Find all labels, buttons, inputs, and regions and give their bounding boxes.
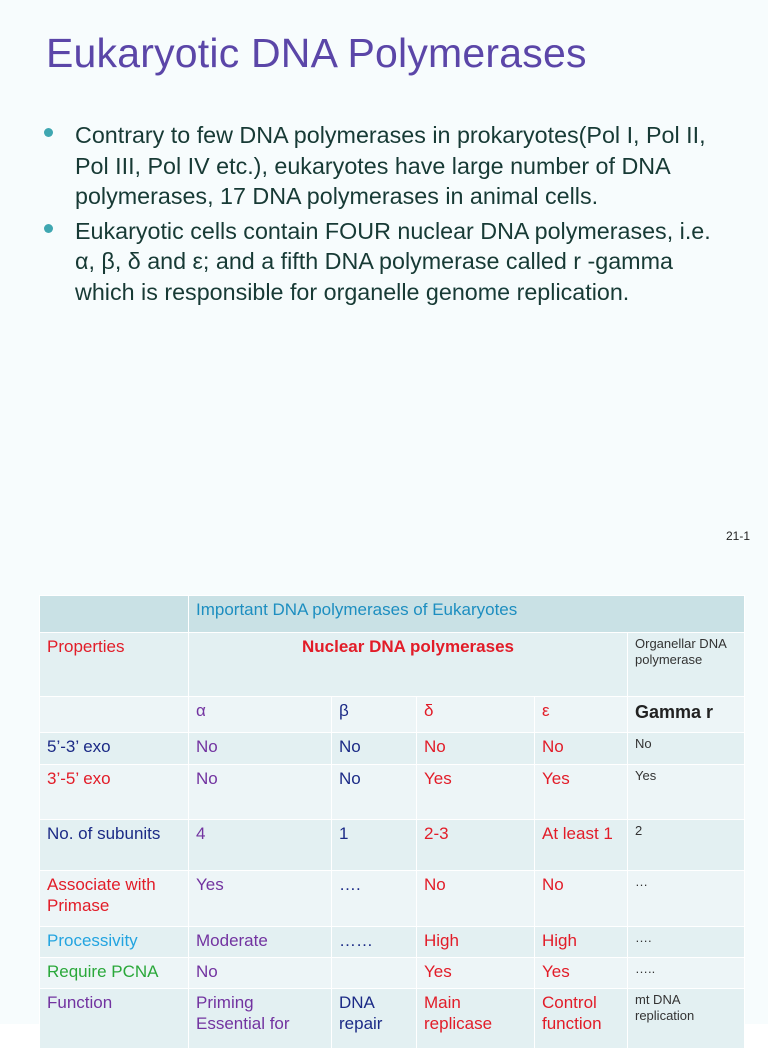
column-header-delta: δ bbox=[417, 697, 535, 733]
table-cell: Priming Essential for bbox=[189, 989, 332, 1049]
table-cell: No bbox=[189, 765, 332, 820]
table-cell: Yes bbox=[417, 958, 535, 989]
table-row bbox=[40, 958, 745, 989]
table-row bbox=[40, 733, 745, 765]
table-row bbox=[40, 989, 745, 1049]
table-corner-cell bbox=[40, 596, 189, 633]
table-cell: Moderate bbox=[189, 927, 332, 958]
organellar-header: Organellar DNA polymerase bbox=[628, 633, 745, 697]
table-cell: 1 bbox=[332, 820, 417, 871]
bullet-item bbox=[44, 120, 734, 212]
table-cell: Main replicase bbox=[417, 989, 535, 1049]
bullet-text: Contrary to few DNA polymerases in prokaryotes(Pol I, Pol II, Pol III, Pol IV etc.), eukaryotes have large number of DNA polymerases, 17 DNA polymerases in animal cells. bbox=[75, 122, 706, 209]
table-cell: No bbox=[417, 733, 535, 765]
row-label: Processivity bbox=[40, 927, 189, 958]
table-cell: Yes bbox=[417, 765, 535, 820]
table-cell: 4 bbox=[189, 820, 332, 871]
row-label: Require PCNA bbox=[40, 958, 189, 989]
table-cell: No bbox=[332, 765, 417, 820]
table-cell: No bbox=[535, 733, 628, 765]
table-cell: ….. bbox=[628, 958, 745, 989]
row-label: 3’-5’ exo bbox=[40, 765, 189, 820]
row-label: 5’-3’ exo bbox=[40, 733, 189, 765]
table-row bbox=[40, 871, 745, 927]
bullet-item bbox=[44, 216, 734, 308]
bullet-list bbox=[44, 120, 734, 311]
greek-corner-cell bbox=[40, 697, 189, 733]
table-row bbox=[40, 820, 745, 871]
greek-header-row bbox=[40, 697, 745, 733]
slide-number: 21-1 bbox=[726, 529, 751, 543]
table-cell: mt DNA replication bbox=[628, 989, 745, 1049]
table-cell: Yes bbox=[535, 765, 628, 820]
table-banner-row bbox=[40, 596, 745, 633]
table-cell: No bbox=[535, 871, 628, 927]
column-header-alpha: α bbox=[189, 697, 332, 733]
bullet-dot-icon bbox=[44, 224, 53, 233]
row-label: Associate with Primase bbox=[40, 871, 189, 927]
slide-2 bbox=[0, 570, 768, 1033]
column-header-beta: β bbox=[332, 697, 417, 733]
table-cell: No bbox=[417, 871, 535, 927]
table-cell: High bbox=[535, 927, 628, 958]
polymerase-table bbox=[39, 595, 745, 1049]
table-cell: Yes bbox=[628, 765, 745, 820]
nuclear-header: Nuclear DNA polymerases bbox=[189, 633, 628, 697]
table-cell: At least 1 bbox=[535, 820, 628, 871]
table-cell bbox=[332, 958, 417, 989]
table-cell: Control function bbox=[535, 989, 628, 1049]
slide-title: Eukaryotic DNA Polymerases bbox=[46, 30, 587, 76]
table-cell: …. bbox=[628, 927, 745, 958]
properties-header: Properties bbox=[40, 633, 189, 697]
table-row bbox=[40, 927, 745, 958]
row-label: No. of subunits bbox=[40, 820, 189, 871]
table-cell: DNA repair bbox=[332, 989, 417, 1049]
table-cell: 2-3 bbox=[417, 820, 535, 871]
table-cell: High bbox=[417, 927, 535, 958]
table-cell: No bbox=[332, 733, 417, 765]
table-cell: Yes bbox=[189, 871, 332, 927]
bullet-dot-icon bbox=[44, 128, 53, 137]
table-cell: No bbox=[189, 958, 332, 989]
bullet-text: Eukaryotic cells contain FOUR nuclear DNA polymerases, i.e. α, β, δ and ε; and a fifth DNA polymerase called r -gamma which is responsible for organelle genome replication. bbox=[75, 217, 711, 305]
table-cell: No bbox=[628, 733, 745, 765]
table-header-row bbox=[40, 633, 745, 697]
table-row bbox=[40, 765, 745, 820]
table-cell: 2 bbox=[628, 820, 745, 871]
table-cell: …… bbox=[332, 927, 417, 958]
row-label: Function bbox=[40, 989, 189, 1049]
table-cell: Yes bbox=[535, 958, 628, 989]
table-cell: …. bbox=[332, 871, 417, 927]
column-header-epsilon: ε bbox=[535, 697, 628, 733]
table-cell: … bbox=[628, 871, 745, 927]
table-banner: Important DNA polymerases of Eukaryotes bbox=[189, 596, 745, 633]
table-cell: No bbox=[189, 733, 332, 765]
column-header-gamma: Gamma r bbox=[628, 697, 745, 733]
